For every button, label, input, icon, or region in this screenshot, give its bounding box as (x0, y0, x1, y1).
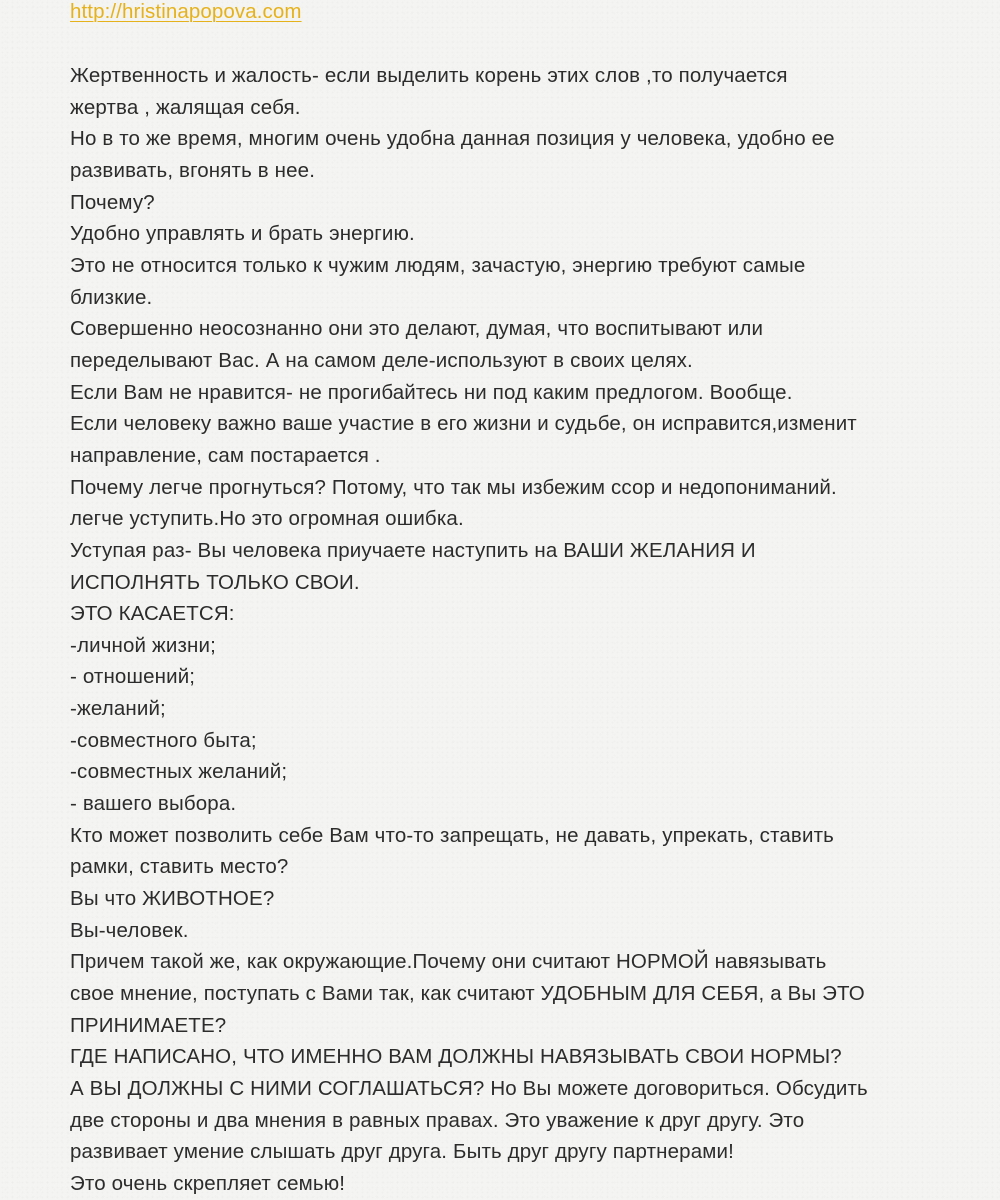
text-line: Совершенно неосознанно они это делают, думая, что воспитывают или (70, 317, 764, 341)
text-line: Если Вам не нравится- не прогибайтесь ни под каким предлогом. Вообще. (70, 380, 793, 404)
text-line: развивает умение слышать друг друга. Быть друг другу партнерами! (70, 1140, 734, 1164)
text-line: близкие. (70, 285, 153, 309)
text-line: Если человеку важно ваше участие в его жизни и судьбе, он исправится,изменит (70, 412, 857, 436)
text-line: Удобно управлять и брать энергию. (70, 222, 415, 246)
text-line: Почему легче прогнуться? Потому, что так мы избежим ссор и недопониманий. (70, 475, 837, 499)
text-line: Но в то же время, многим очень удобна данная позиция у человека, удобно ее (70, 127, 835, 151)
text-line: ЭТО КАСАЕТСЯ: (70, 602, 235, 626)
text-line: переделывают Вас. А на самом деле-используют в своих целях. (70, 348, 693, 372)
list-item: -желаний; (70, 697, 166, 721)
text-line: Уступая раз- Вы человека приучаете наступить на ВАШИ ЖЕЛАНИЯ И (70, 538, 756, 562)
text-line: развивать, вгонять в нее. (70, 158, 316, 182)
article-body (70, 60, 970, 1200)
text-line: легче уступить.Но это огромная ошибка. (70, 507, 464, 531)
text-line: ГДЕ НАПИСАНО, ЧТО ИМЕННО ВАМ ДОЛЖНЫ НАВЯЗЫВАТЬ СВОИ НОРМЫ? (70, 1045, 842, 1069)
text-line: ИСПОЛНЯТЬ ТОЛЬКО СВОИ. (70, 570, 360, 594)
text-line: жертва , жалящая себя. (70, 95, 301, 119)
text-line: Почему? (70, 190, 155, 214)
document-page (70, 0, 970, 1200)
text-line: Причем такой же, как окружающие.Почему они считают НОРМОЙ навязывать (70, 950, 827, 974)
list-item: -совместных желаний; (70, 760, 288, 784)
text-line: Это не относится только к чужим людям, зачастую, энергию требуют самые (70, 253, 806, 277)
list-item: - вашего выбора. (70, 792, 237, 816)
text-line: направление, сам постарается . (70, 443, 381, 467)
text-line: две стороны и два мнения в равных правах. Это уважение к друг другу. Это (70, 1108, 805, 1132)
text-line: Жертвенность и жалость- если выделить корень этих слов ,то получается (70, 64, 788, 87)
text-line: рамки, ставить место? (70, 855, 289, 879)
text-line: Вы-человек. (70, 918, 189, 942)
list-item: -совместного быта; (70, 728, 257, 752)
text-line: А ВЫ ДОЛЖНЫ С НИМИ СОГЛАШАТЬСЯ? Но Вы можете договориться. Обсудить (70, 1077, 868, 1100)
text-line: Это очень скрепляет семью! (70, 1171, 346, 1195)
text-line: свое мнение, поступать с Вами так, как считают УДОБНЫМ ДЛЯ СЕБЯ, а Вы ЭТО (70, 982, 865, 1006)
list-item: -личной жизни; (70, 633, 216, 657)
text-line: Кто может позволить себе Вам что-то запрещать, не давать, упрекать, ставить (70, 823, 834, 847)
text-line: ПРИНИМАЕТЕ? (70, 1013, 227, 1037)
list-item: - отношений; (70, 665, 196, 689)
website-link[interactable]: http://hristinapopova.com (70, 0, 302, 23)
text-line: Вы что ЖИВОТНОЕ? (70, 887, 275, 911)
